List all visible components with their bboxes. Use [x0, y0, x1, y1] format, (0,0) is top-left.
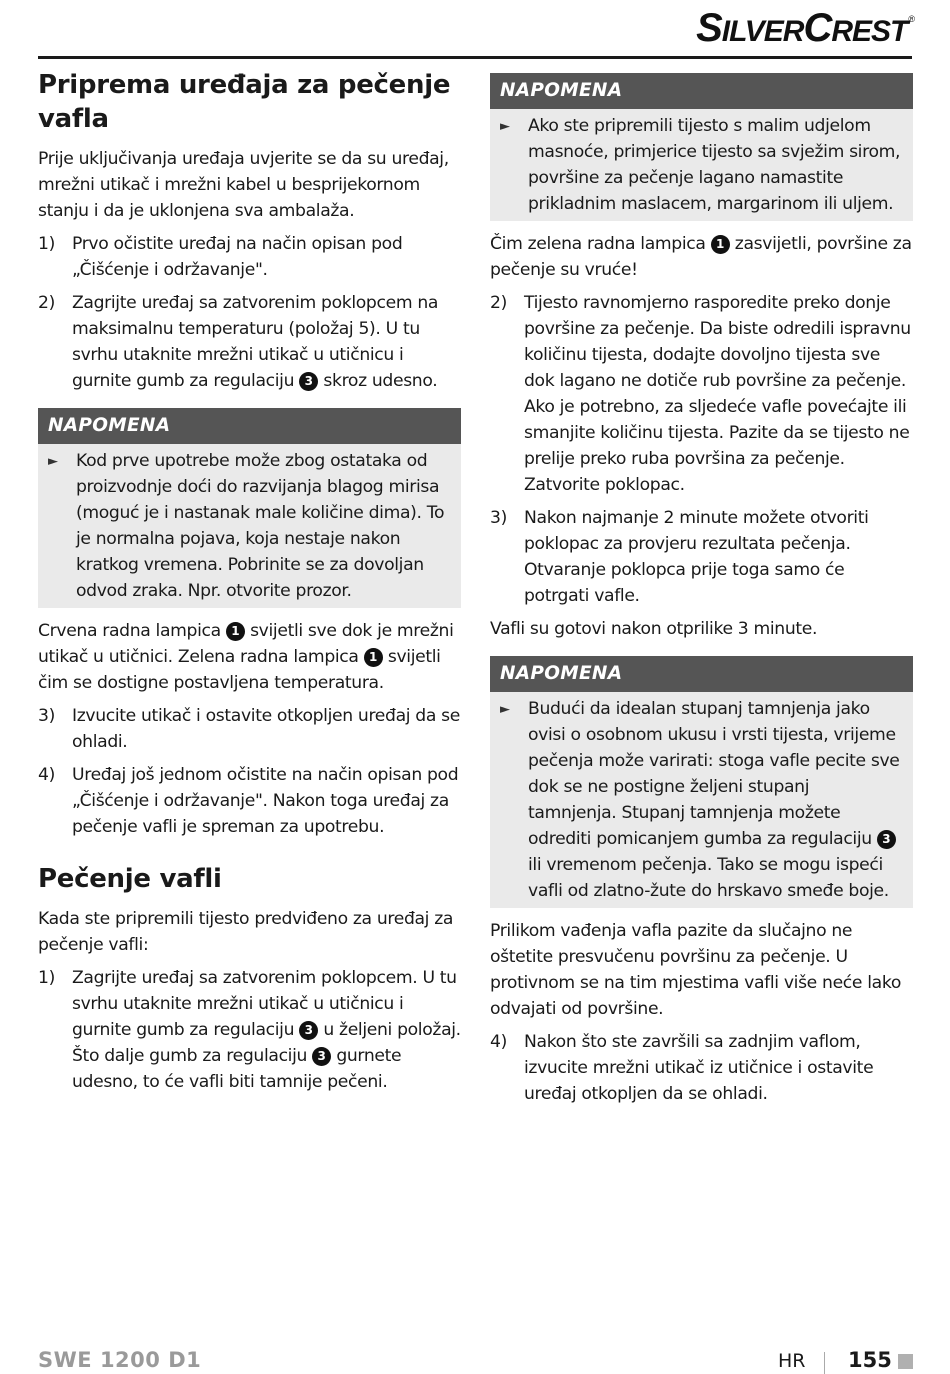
step-2: 2) Zagrijte uređaj sa zatvorenim poklopcem na maksimalnu temperaturu (položaj 5). U tu svrhu utaknite mrežni utikač u utičnicu i gurnite gumb za regulaciju 3 skroz udesno.: [38, 293, 439, 391]
header-rule: [38, 56, 912, 59]
note-text: Budući da idealan stupanj tamnjenja jako ovisi o osobnom ukusu i vrsti tijesta, vrijeme pečenja može varirati: stoga vafle pecite sve dok se ne postigne željeni stupanj tamnjenja. Stupanj tamnjenja možete odrediti pomicanjem gumba za regulaciju 3 ili vremenom pečenja. Tako se mogu ispeći vafli od zlatno-žute do hrskavo smeđe boje.: [528, 699, 900, 901]
arrow-icon: ►: [48, 454, 58, 469]
note-title: NAPOMENA: [38, 408, 461, 444]
page-number: 155: [848, 1348, 892, 1372]
note-text: Kod prve upotrebe može zbog ostataka od proizvodnje doći do razvijanja blagog mirisa (moguć je i nastanak male količine dima). To je normalna pojava, koja nestaje nakon kratkog vremena. Pobrinite se za dovoljan odvod zraka. Npr. otvorite prozor.: [76, 451, 445, 601]
note-title: NAPOMENA: [490, 656, 913, 692]
note-box: [490, 656, 913, 908]
footer-divider: [824, 1352, 825, 1374]
bake-step-4: 4) Nakon što ste završili sa zadnjim vaflom, izvucite mrežni utikač iz utičnice i ostavite uređaj otkopljen da se ohladi.: [490, 1032, 874, 1104]
removal-paragraph: Prilikom vađenja vafla pazite da slučajno ne oštetite presvučenu površinu za pečenje. U protivnom se na tim mjestima vafli više neće lako odvajati od površine.: [490, 921, 901, 1019]
note-box: [38, 408, 461, 608]
note-title: NAPOMENA: [490, 73, 913, 109]
arrow-icon: ►: [500, 702, 510, 717]
intro-paragraph: Prije uključivanja uređaja uvjerite se da su uređaj, mrežni utikač i mrežni kabel u besprijekornom stanju i da je uklonjena sva ambalaža.: [38, 149, 449, 221]
control-knob-3-icon: 3: [877, 830, 896, 849]
done-paragraph: Vafli su gotovi nakon otprilike 3 minute.: [490, 619, 818, 639]
step-3: 3) Izvucite utikač i ostavite otkopljen uređaj da se ohladi.: [38, 706, 460, 752]
lamp-1-icon: 1: [226, 622, 245, 641]
green-lamp-paragraph: Čim zelena radna lampica 1 zasvijetli, površine za pečenje su vruće!: [490, 234, 912, 280]
bake-step-1: 1) Zagrijte uređaj sa zatvorenim poklopcem. U tu svrhu utaknite mrežni utikač u utičnicu i gurnite gumb za regulaciju 3 u željeni položaj. Što dalje gumb za regulaciju 3 gurnete udesno, to će vafli biti tamnije pečeni.: [38, 968, 461, 1092]
control-knob-3-icon: 3: [299, 372, 318, 391]
lamp-1-icon: 1: [364, 648, 383, 667]
section-heading-preparation: Priprema uređaja za pečenje vafla: [38, 70, 451, 134]
step-1: 1) Prvo očistite uređaj na način opisan pod „Čišćenje i održavanje".: [38, 234, 403, 280]
model-number: SWE 1200 D1: [38, 1348, 202, 1372]
arrow-icon: ►: [500, 119, 510, 134]
control-knob-3-icon: 3: [312, 1047, 331, 1066]
lamp-paragraph: Crvena radna lampica 1 svijetli sve dok je mrežni utikač u utičnici. Zelena radna lampica 1 svijetli čim se dostigne postavljena temperatura.: [38, 621, 454, 693]
note-box: [490, 73, 913, 221]
right-column: [490, 68, 913, 1114]
section-heading-baking: Pečenje vafli: [38, 864, 222, 894]
left-column: [38, 68, 461, 1102]
step-4: 4) Uređaj još jednom očistite na način opisan pod „Čišćenje i održavanje". Nakon toga uređaj za pečenje vafli je spreman za upotrebu.: [38, 765, 459, 837]
bake-step-3: 3) Nakon najmanje 2 minute možete otvoriti poklopac za provjeru rezultata pečenja. Otvaranje poklopca prije toga samo će potrgati vafle.: [490, 508, 869, 606]
silvercrest-logo: SILVERCREST®: [696, 6, 914, 50]
note-text: Ako ste pripremili tijesto s malim udjelom masnoće, primjerice tijesto sa svježim sirom, površine za pečenje lagano namastite prikladnim maslacem, margarinom ili uljem.: [528, 116, 901, 214]
language-code: HR: [778, 1350, 806, 1372]
bake-step-2: 2) Tijesto ravnomjerno rasporedite preko donje površine za pečenje. Da biste odredili ispravnu količinu tijesta, dodajte dovoljno tijesta sve dok lagano ne dotiče rub površine za pečenje. Ako je potrebno, za sljedeće vafle povećajte ili smanjite količinu tijesta. Pazite da se tijesto ne prelije preko ruba površina za pečenje. Zatvorite poklopac.: [490, 293, 911, 495]
page-marker-square: [898, 1354, 913, 1369]
lamp-1-icon: 1: [711, 235, 730, 254]
bake-intro: Kada ste pripremili tijesto predviđeno za uređaj za pečenje vafli:: [38, 909, 454, 955]
control-knob-3-icon: 3: [299, 1021, 318, 1040]
